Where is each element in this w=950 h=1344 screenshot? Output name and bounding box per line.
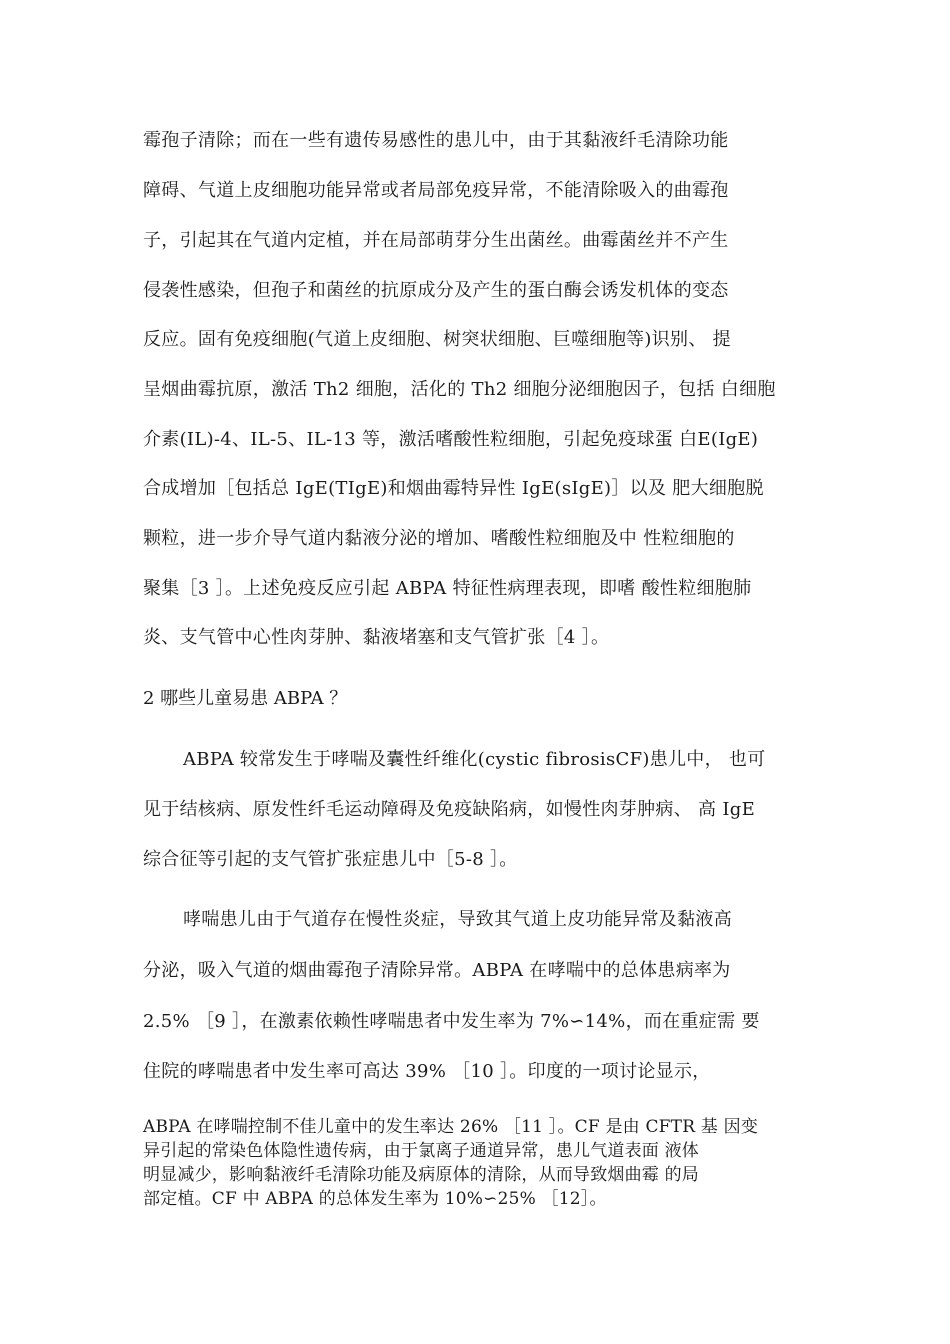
paragraph1-line-2: 障碍、气道上皮细胞功能异常或者局部免疫异常，不能清除吸入的曲霉孢 <box>143 180 729 201</box>
paragraph1-line-3: 子，引起其在气道内定植，并在局部萌芽分生出菌丝。曲霉菌丝并不产生 <box>143 230 729 251</box>
paragraph2-line-3: 综合征等引起的支气管扩张症患儿中［5-8 ］。 <box>143 849 518 870</box>
paragraph1-line-11: 炎、支气管中心性肉芽肿、黏液堵塞和支气管扩张［4 ］。 <box>143 627 610 648</box>
paragraph4-line-2: 异引起的常染色体隐性遗传病，由于氯离子通道异常，患儿气道表面 液体 <box>143 1141 700 1161</box>
paragraph3-line-3: 2.5% ［9 ］，在激素依赖性哮喘患者中发生率为 7%∽14%，而在重症需 要 <box>143 1011 760 1032</box>
paragraph3-line-4: 住院的哮喘患者中发生率可高达 39% ［10 ］。印度的一项讨论显示， <box>143 1061 711 1082</box>
paragraph3-line-2: 分泌，吸入气道的烟曲霉孢子清除异常。ABPA 在哮喘中的总体患病率为 <box>143 960 731 981</box>
section-heading: 2 哪些儿童易患 ABPA ？ <box>143 688 348 709</box>
paragraph3-line-1: 哮喘患儿由于气道存在慢性炎症，导致其气道上皮功能异常及黏液高 <box>183 909 732 930</box>
paragraph2-line-1: ABPA 较常发生于哮喘及囊性纤维化(cystic fibrosisCF)患儿中， 也可 <box>183 749 766 770</box>
paragraph1-line-10: 聚集［3 ］。上述免疫反应引起 ABPA 特征性病理表现，即嗜 酸性粒细胞肺 <box>143 578 752 599</box>
paragraph1-line-8: 合成增加［包括总 IgE(TIgE)和烟曲霉特异性 IgE(sIgE)］以及 肥大细胞脱 <box>143 478 764 499</box>
paragraph4-line-3: 明显减少，影响黏液纤毛清除功能及病原体的清除，从而导致烟曲霉 的局 <box>143 1165 700 1185</box>
paragraph2-line-2: 见于结核病、原发性纤毛运动障碍及免疫缺陷病，如慢性肉芽肿病、 高 IgE <box>143 799 756 820</box>
paragraph1-line-5: 反应。固有免疫细胞(气道上皮细胞、树突状细胞、巨噬细胞等)识别、 提 <box>143 329 731 350</box>
paragraph1-line-7: 介素(IL)-4、IL-5、IL-13 等，激活嗜酸性粒细胞，引起免疫球蛋 白E(IgE) <box>143 429 759 450</box>
paragraph1-line-9: 颗粒，进一步介导气道内黏液分泌的增加、嗜酸性粒细胞及中 性粒细胞的 <box>143 528 735 549</box>
paragraph1-line-1: 霉孢子清除；而在一些有遗传易感性的患儿中，由于其黏液纤毛清除功能 <box>143 130 729 151</box>
paragraph4-line-1: ABPA 在哮喘控制不佳儿童中的发生率达 26% ［11 ］。CF 是由 CFTR 基 因变 <box>143 1117 759 1137</box>
paragraph4-line-4: 部定植。CF 中 ABPA 的总体发生率为 10%∽25% ［12］。 <box>143 1189 607 1209</box>
paragraph1-line-6: 呈烟曲霉抗原，激活 Th2 细胞，活化的 Th2 细胞分泌细胞因子，包括 白细胞 <box>143 379 776 400</box>
paragraph1-line-4: 侵袭性感染，但孢子和菌丝的抗原成分及产生的蛋白酶会诱发机体的变态 <box>143 280 729 301</box>
